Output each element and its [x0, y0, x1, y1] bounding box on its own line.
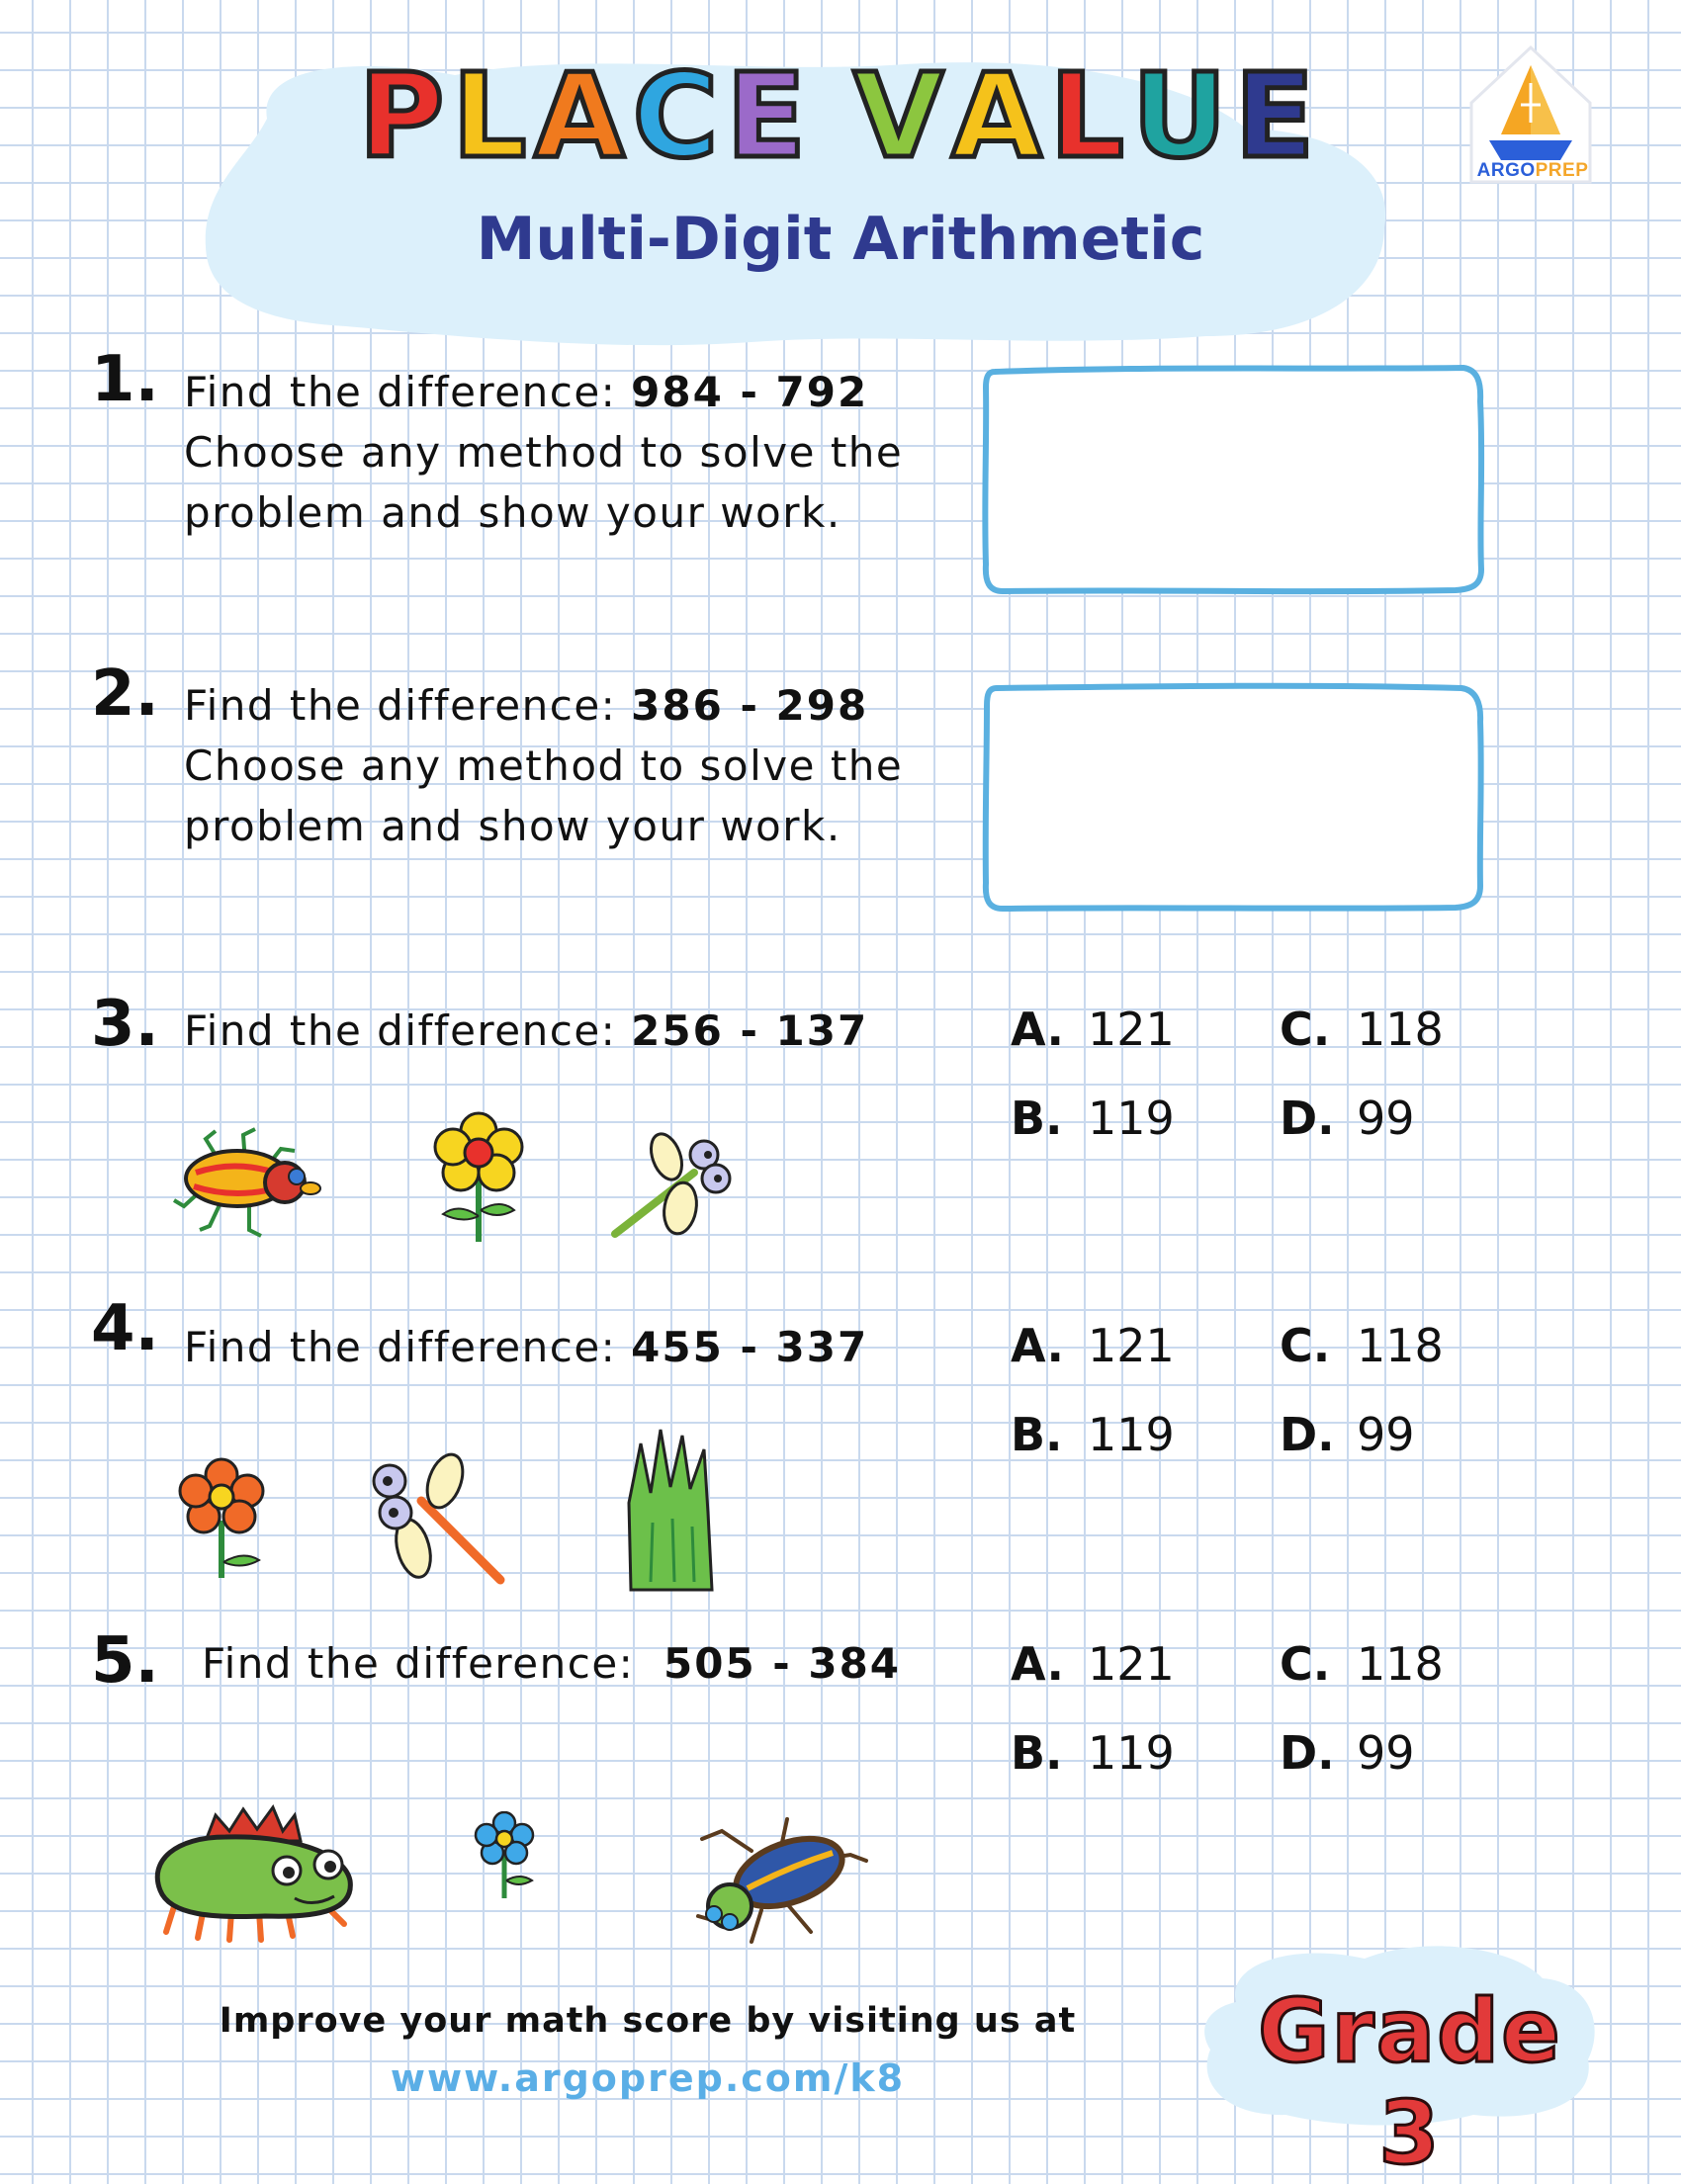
title-letter — [814, 57, 853, 174]
beetle-icon — [672, 1811, 870, 1950]
title-letter: E — [726, 47, 814, 184]
question-5-text — [202, 1633, 901, 1694]
question-4-choice-d[interactable]: D. 99 — [1280, 1408, 1415, 1461]
question-5-choice-b[interactable]: B. 119 — [1011, 1726, 1175, 1780]
question-2-prefix: Find the difference: — [184, 681, 632, 730]
question-1-prefix: Find the difference: — [184, 368, 632, 416]
question-2-line3: problem and show your work. — [184, 802, 841, 850]
question-3-prefix: Find the difference: — [184, 1006, 632, 1055]
question-3-choice-d[interactable]: D. 99 — [1280, 1092, 1415, 1145]
question-1-line2: Choose any method to solve the — [184, 428, 904, 477]
question-5-choice-d[interactable]: D. 99 — [1280, 1726, 1415, 1780]
question-1-text — [184, 362, 903, 543]
question-2-line2: Choose any method to solve the — [184, 742, 904, 790]
question-2-answer-box[interactable] — [981, 680, 1485, 914]
title-letter: L — [1049, 47, 1132, 184]
question-4-choice-b[interactable]: B. 119 — [1011, 1408, 1175, 1461]
question-1-expression: 984 - 792 — [631, 368, 869, 416]
yellow-flower-icon — [429, 1107, 528, 1246]
question-1-answer-box[interactable] — [981, 362, 1485, 595]
question-4-prefix: Find the difference: — [184, 1323, 632, 1371]
question-3-text — [184, 1001, 868, 1061]
orange-flower-icon — [176, 1457, 275, 1582]
question-5-number: 5. — [91, 1624, 159, 1698]
question-4-text — [184, 1317, 868, 1377]
title-letter: C — [632, 47, 727, 184]
question-5-prefix: Find the difference: — [202, 1639, 664, 1688]
footer-url-link[interactable]: www.argoprep.com/k8 — [390, 2056, 906, 2100]
question-5-choice-a[interactable]: A. 121 — [1011, 1637, 1175, 1691]
title-letter: P — [358, 47, 453, 184]
dragonfly-icon — [605, 1123, 734, 1242]
page-subtitle: Multi-Digit Arithmetic — [476, 205, 1205, 274]
question-4-choice-c[interactable]: C. 118 — [1280, 1319, 1444, 1372]
question-2-number: 2. — [91, 657, 159, 731]
question-3-choice-a[interactable]: A. 121 — [1011, 1003, 1175, 1056]
grade-label: Grade 3 — [1258, 1980, 1562, 2184]
question-2-expression: 386 - 298 — [631, 681, 869, 730]
grass-icon — [621, 1424, 720, 1592]
title-letter: V — [852, 47, 952, 184]
title-letter: A — [534, 47, 633, 184]
question-4-number: 4. — [91, 1292, 159, 1365]
title-letter: A — [951, 47, 1050, 184]
question-3-expression: 256 - 137 — [631, 1006, 869, 1055]
question-5-choice-c[interactable]: C. 118 — [1280, 1637, 1444, 1691]
blue-flower-icon — [473, 1811, 540, 1900]
question-5-expression: 505 - 384 — [664, 1639, 902, 1688]
argoprep-logo-text: ARGOPREP — [1476, 160, 1589, 181]
dragonfly-icon — [362, 1441, 510, 1590]
title-letter: E — [1234, 47, 1323, 184]
question-3-choice-c[interactable]: C. 118 — [1280, 1003, 1444, 1056]
question-4-choice-a[interactable]: A. 121 — [1011, 1319, 1175, 1372]
beetle-icon — [166, 1121, 324, 1250]
title-letter: U — [1131, 47, 1235, 184]
footer-promo-text: Improve your math score by visiting us at — [219, 2001, 1077, 2041]
question-1-line3: problem and show your work. — [184, 488, 841, 537]
question-4-expression: 455 - 337 — [631, 1323, 869, 1371]
question-1-number: 1. — [91, 343, 159, 416]
question-3-choice-b[interactable]: B. 119 — [1011, 1092, 1175, 1145]
caterpillar-icon — [146, 1801, 370, 1944]
question-3-number: 3. — [91, 988, 159, 1061]
page-title — [0, 47, 1681, 184]
question-2-text — [184, 675, 903, 856]
title-letter: L — [452, 47, 535, 184]
